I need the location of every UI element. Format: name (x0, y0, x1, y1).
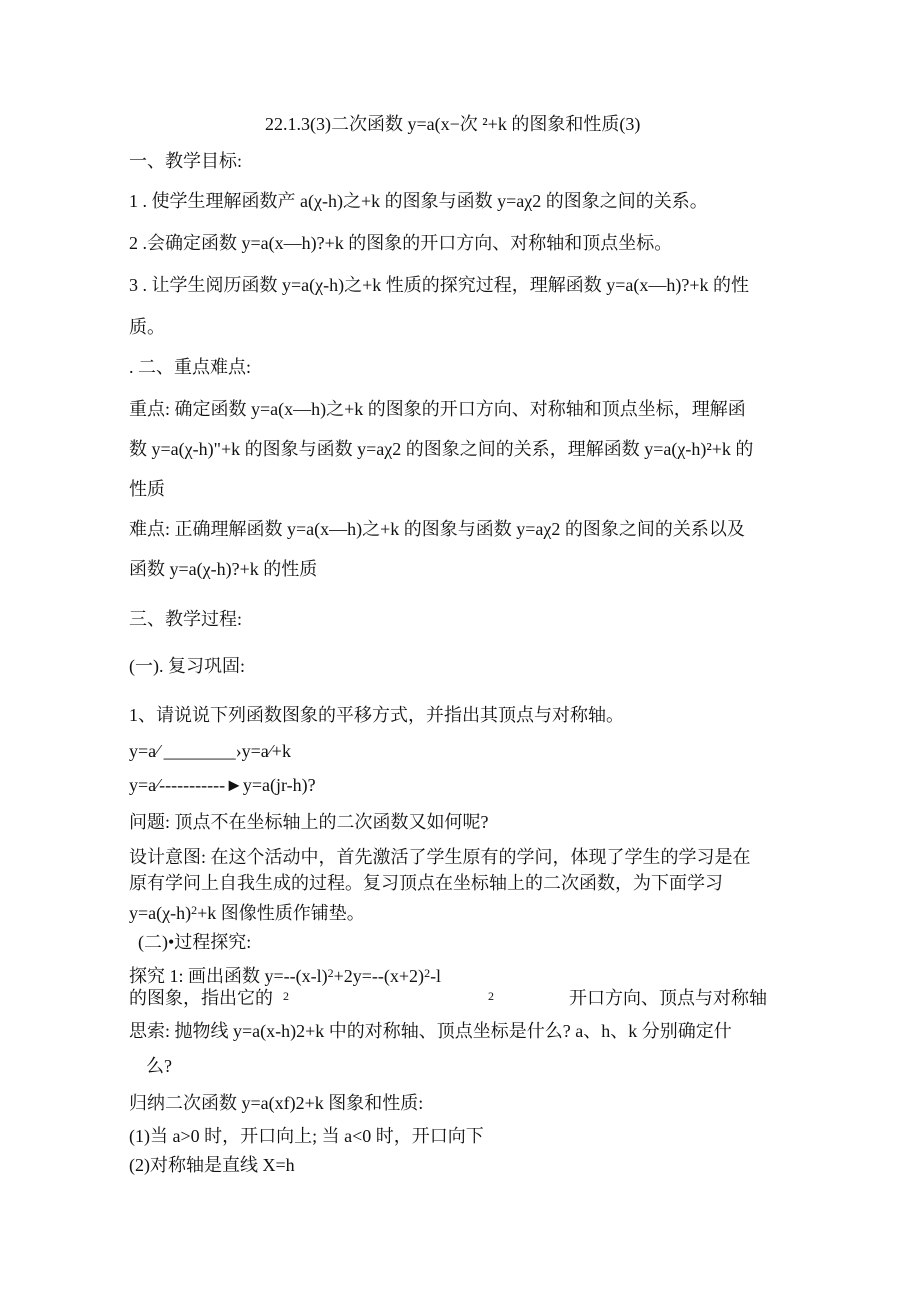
goals-heading: 一、教学目标: (129, 151, 243, 171)
process-heading: 三、教学过程: (129, 609, 243, 629)
goal-1: 1 . 使学生理解函数产 a(χ-h)之+k 的图象与函数 y=aχ2 的图象之间的关系。 (129, 191, 708, 211)
explore-1-sup-2: 2 (424, 966, 431, 980)
explore-1-line-2-tail: 开口方向、顶点与对称轴 (569, 988, 767, 1008)
intent-line-3 (129, 899, 365, 924)
property-2: (2)对称轴是直线 X=h (129, 1155, 295, 1175)
goal-2: 2 .会确定函数 y=a(x—h)?+k 的图象的开口方向、对称轴和顶点坐标。 (129, 233, 673, 253)
think-line-2: 么? (146, 1056, 172, 1076)
goal-3-line-1: 3 . 让学生阅历函数 y=a(χ-h)之+k 性质的探究过程，理解函数 y=a(x—h)?+k 的性 (129, 275, 750, 295)
intent-formula: y=a(χ-h) (129, 903, 192, 923)
explore-1-text-a: 探究 1: 画出函数 y=--(x-l) (129, 966, 328, 986)
intent-line-1: 设计意图: 在这个活动中，首先激活了学生原有的学问，体现了学生的学习是在 (129, 847, 751, 867)
shift-formula-2: y=a⁄-----------►y=a(jr-h)? (129, 775, 316, 795)
question-line: 问题: 顶点不在坐标轴上的二次函数又如何呢? (129, 812, 489, 832)
explore-1-sup-1: 2 (327, 966, 334, 980)
explore-1-line-2-sup-2: 2 (488, 989, 494, 1003)
key-line-2: 数 y=a(χ-h)"+k 的图象与函数 y=aχ2 的图象之间的关系，理解函数 y=a(χ-h)²+k 的 (129, 439, 754, 459)
explore-1-line-1 (129, 962, 441, 987)
explore-1-text-b: +2y=--(x+2) (333, 966, 425, 986)
goal-3-line-2: 质。 (129, 317, 165, 337)
summary-heading: 归纳二次函数 y=a(xf)2+k 图象和性质: (129, 1093, 424, 1113)
intent-line-2: 原有学问上自我生成的过程。复习顶点在坐标轴上的二次函数，为下面学习 (129, 873, 723, 893)
review-question-1: 1、请说说下列函数图象的平移方式，并指出其顶点与对称轴。 (129, 705, 624, 725)
explore-1-text-c: -l (430, 966, 442, 986)
intent-superscript: 2 (191, 903, 198, 917)
property-1: (1)当 a>0 时，开口向上; 当 a<0 时，开口向下 (129, 1126, 484, 1146)
think-line-1: 思索: 抛物线 y=a(x-h)2+k 中的对称轴、顶点坐标是什么? a、h、k 分别确定什 (129, 1021, 732, 1041)
explore-1-line-2-text: 的图象，指出它的 (129, 988, 273, 1008)
explore-heading: (二)•过程探究: (138, 932, 252, 952)
review-heading: (一). 复习巩固: (129, 656, 245, 676)
key-line-3: 性质 (129, 479, 165, 499)
page-title: 22.1.3(3)二次函数 y=a(x−次 ²+k 的图象和性质(3) (265, 114, 641, 134)
difficulty-line-2: 函数 y=a(χ-h)?+k 的性质 (129, 559, 318, 579)
shift-formula-1: y=a⁄ ________›y=a⁄+k (129, 741, 291, 761)
explore-1-line-2-sup-1: 2 (283, 989, 289, 1003)
key-heading: . 二、重点难点: (129, 357, 252, 377)
key-line-1: 重点: 确定函数 y=a(x—h)之+k 的图象的开口方向、对称轴和顶点坐标，理解函 (129, 399, 746, 419)
difficulty-line-1: 难点: 正确理解函数 y=a(x—h)之+k 的图象与函数 y=aχ2 的图象之间的关系以及 (129, 519, 745, 539)
intent-text: +k 图像性质作铺垫。 (197, 903, 365, 923)
